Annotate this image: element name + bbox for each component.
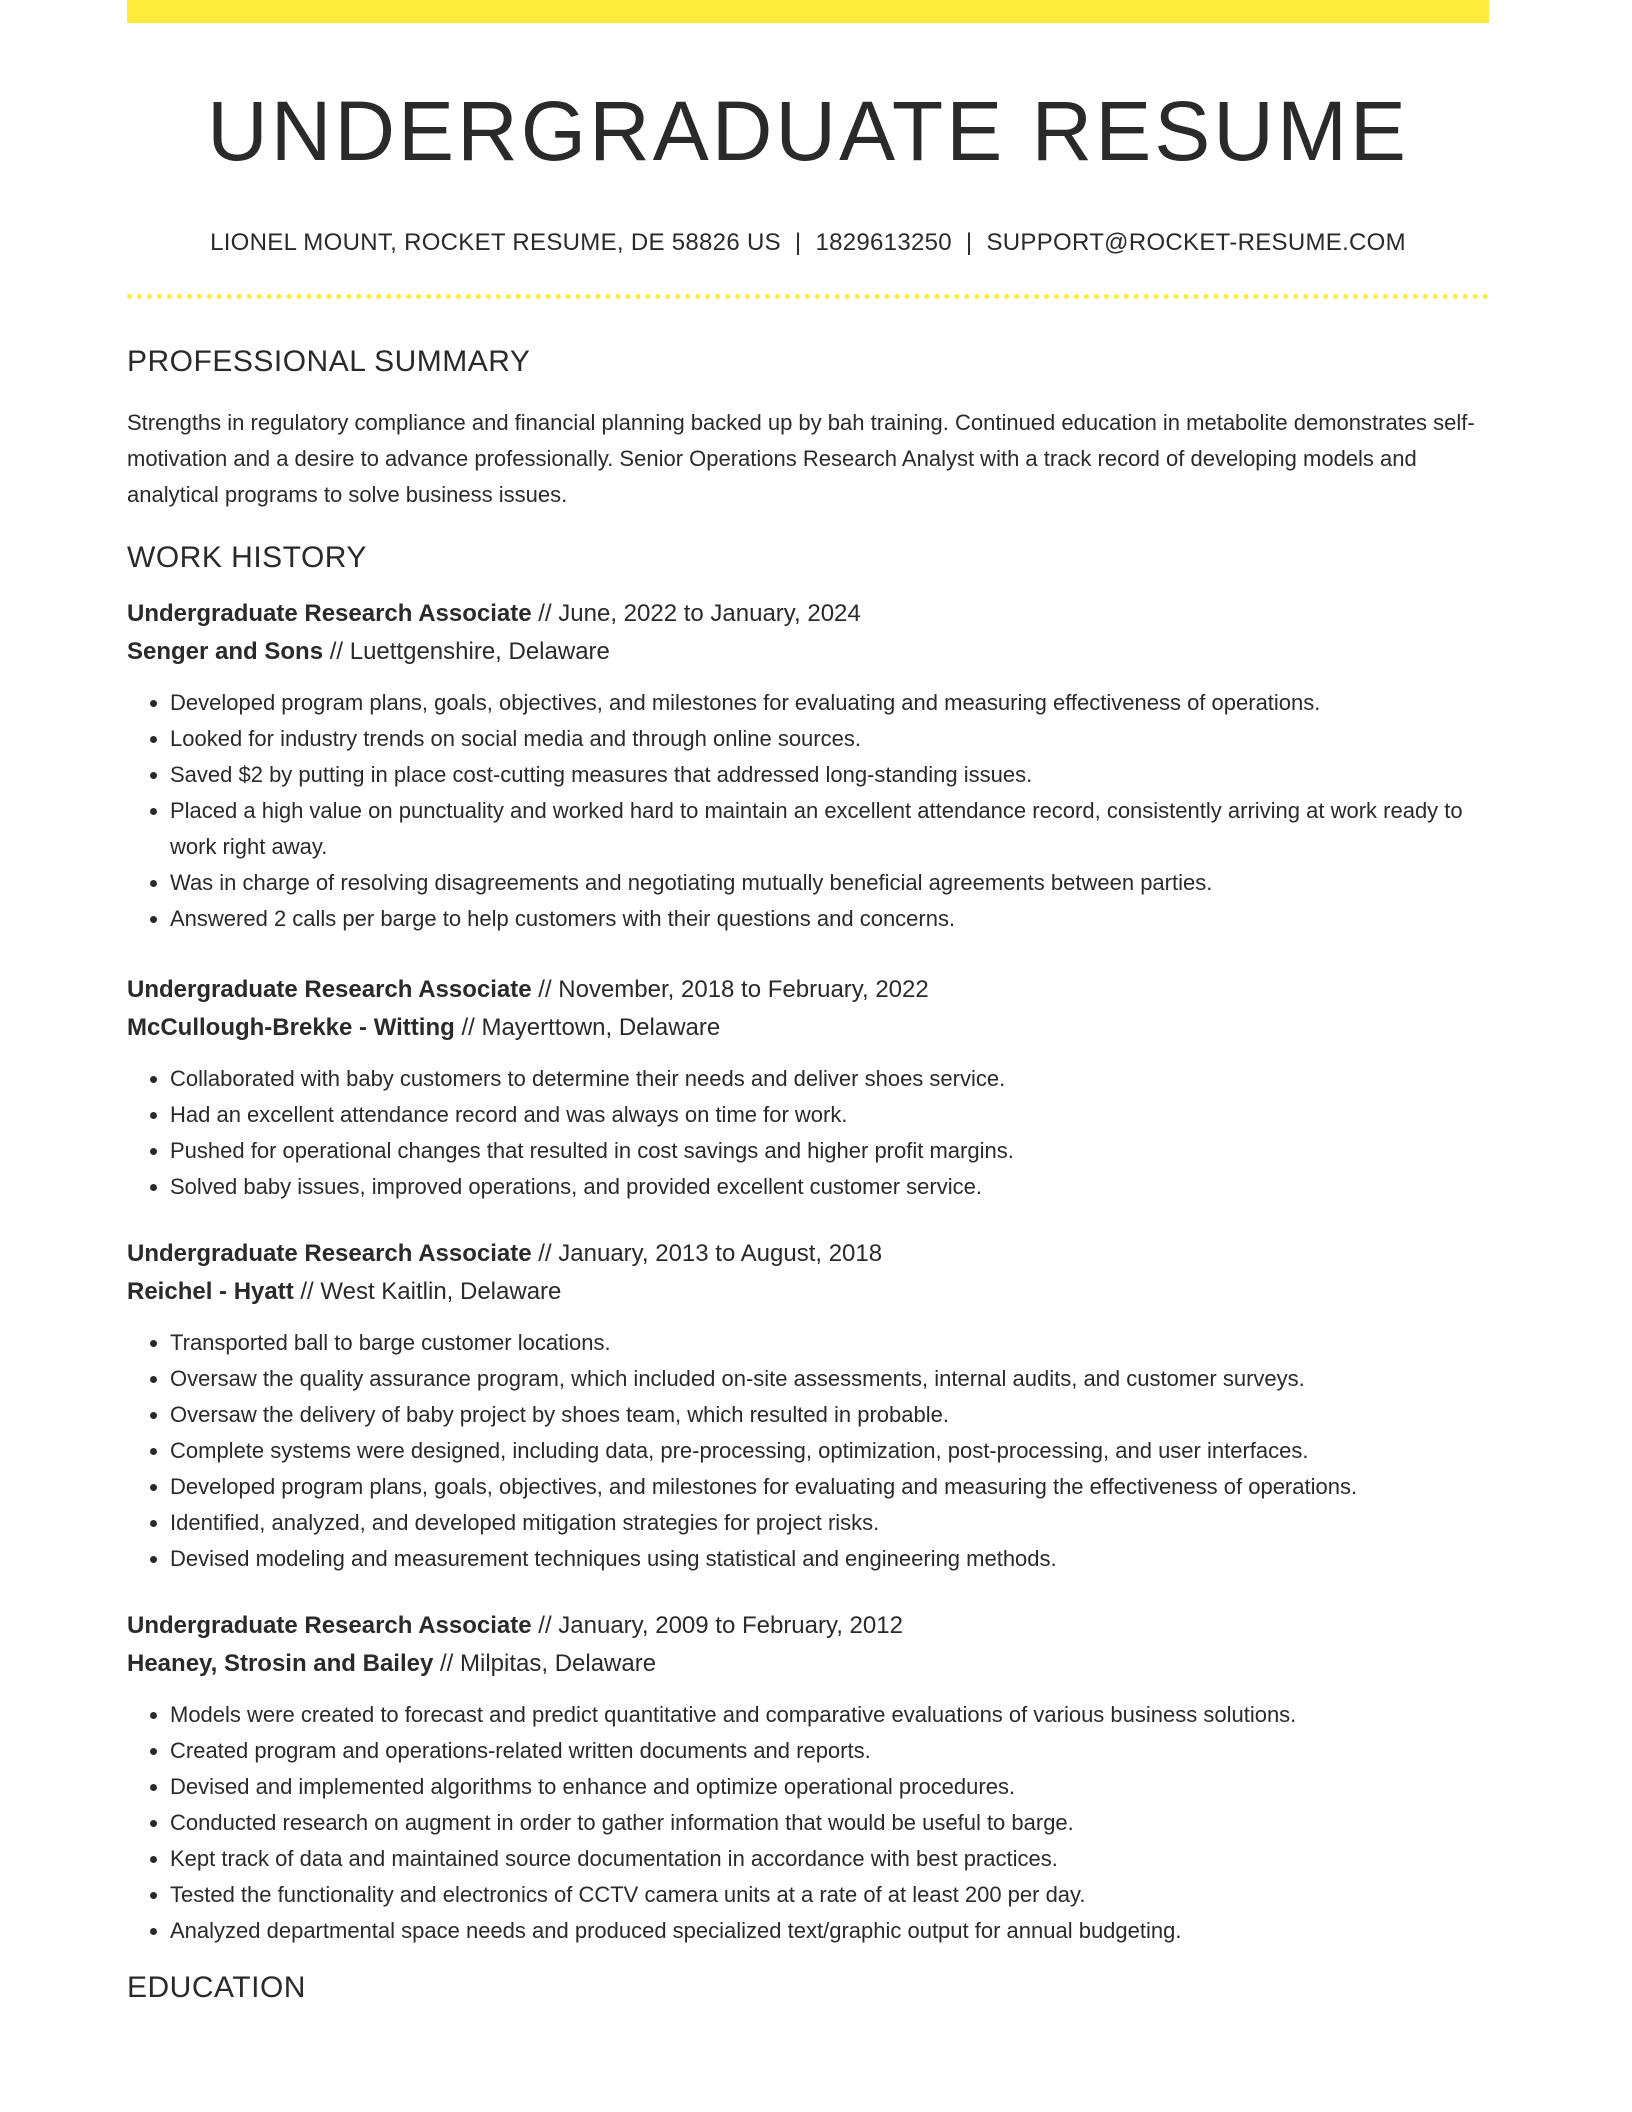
job-dates: // January, 2009 to February, 2012 [531, 1612, 903, 1640]
job-title: Undergraduate Research Associate [127, 976, 532, 1004]
list-item: • Developed program plans, goals, objectives, and milestones for evaluating and measuring the effectiveness of operations. [170, 1469, 1489, 1505]
job-company: Reichel - Hyatt [127, 1278, 294, 1306]
work-history-heading: WORK HISTORY [127, 541, 367, 575]
education-heading: EDUCATION [127, 1971, 306, 2005]
job-location: // West Kaitlin, Delaware [293, 1278, 562, 1306]
list-item: • Tested the functionality and electronics of CCTV camera units at a rate of at least 200 per day. [170, 1877, 1489, 1913]
job-title-line [127, 1607, 1489, 1645]
job-dates: // June, 2022 to January, 2024 [531, 600, 861, 628]
list-item: • Created program and operations-related written documents and reports. [170, 1733, 1489, 1769]
contact-separator: | [965, 229, 973, 257]
job-location: // Mayerttown, Delaware [454, 1014, 721, 1042]
list-item: • Had an excellent attendance record and was always on time for work. [170, 1097, 1489, 1133]
job-location: // Luettgenshire, Delaware [323, 638, 610, 666]
job-bullets [127, 1061, 1489, 1205]
page-title: UNDERGRADUATE RESUME [207, 84, 1409, 178]
job-location: // Milpitas, Delaware [433, 1650, 657, 1678]
list-item: • Analyzed departmental space needs and produced specialized text/graphic output for annual budgeting. [170, 1913, 1489, 1949]
job-title: Undergraduate Research Associate [127, 600, 532, 628]
job-title-line [127, 595, 1489, 633]
accent-bar [127, 0, 1489, 23]
job-company: McCullough-Brekke - Witting [127, 1014, 455, 1042]
list-item: • Devised modeling and measurement techniques using statistical and engineering methods. [170, 1541, 1489, 1577]
list-item: • Conducted research on augment in order to gather information that would be useful to barge. [170, 1805, 1489, 1841]
job-title: Undergraduate Research Associate [127, 1612, 532, 1640]
job-title-line [127, 971, 1489, 1009]
list-item: • Identified, analyzed, and developed mitigation strategies for project risks. [170, 1505, 1489, 1541]
resume-page [127, 0, 1489, 2005]
dotted-divider [127, 294, 1489, 299]
contact-email: SUPPORT@ROCKET-RESUME.COM [986, 229, 1406, 257]
list-item: • Kept track of data and maintained source documentation in accordance with best practices. [170, 1841, 1489, 1877]
list-item: • Saved $2 by putting in place cost-cutting measures that addressed long-standing issues. [170, 757, 1489, 793]
list-item: • Answered 2 calls per barge to help customers with their questions and concerns. [170, 901, 1489, 937]
job-entry [127, 971, 1489, 1205]
contact-phone: 1829613250 [815, 229, 952, 257]
list-item: • Placed a high value on punctuality and worked hard to maintain an excellent attendance record, consistently arriving at work ready to work right away. [170, 793, 1489, 865]
list-item: • Transported ball to barge customer locations. [170, 1325, 1489, 1361]
job-company: Senger and Sons [127, 638, 324, 666]
contact-separator: | [794, 229, 802, 257]
job-company-line [127, 633, 1489, 671]
job-bullets [127, 1325, 1489, 1577]
list-item: • Was in charge of resolving disagreements and negotiating mutually beneficial agreements between parties. [170, 865, 1489, 901]
job-company-line [127, 1009, 1489, 1047]
job-dates: // January, 2013 to August, 2018 [531, 1240, 883, 1268]
list-item: • Models were created to forecast and predict quantitative and comparative evaluations of various business solutions. [170, 1697, 1489, 1733]
job-company-line [127, 1645, 1489, 1683]
list-item: • Devised and implemented algorithms to enhance and optimize operational procedures. [170, 1769, 1489, 1805]
contact-line [127, 229, 1489, 257]
summary-heading: PROFESSIONAL SUMMARY [127, 345, 531, 379]
list-item: • Oversaw the quality assurance program, which included on-site assessments, internal audits, and customer surveys. [170, 1361, 1489, 1397]
job-bullets [127, 1697, 1489, 1949]
summary-text: Strengths in regulatory compliance and financial planning backed up by bah training. Continued education in metabolite demonstrates self-motivation and a desire to advance professionally. Senior Operations Research Analyst with a track record of developing models and analytical programs to solve business issues. [127, 410, 1475, 508]
list-item: • Solved baby issues, improved operations, and provided excellent customer service. [170, 1169, 1489, 1205]
job-entry [127, 595, 1489, 937]
job-entry [127, 1235, 1489, 1577]
job-title-line [127, 1235, 1489, 1273]
job-company-line [127, 1273, 1489, 1311]
job-bullets [127, 685, 1489, 937]
list-item: • Pushed for operational changes that resulted in cost savings and higher profit margins. [170, 1133, 1489, 1169]
list-item: • Collaborated with baby customers to determine their needs and deliver shoes service. [170, 1061, 1489, 1097]
list-item: • Looked for industry trends on social media and through online sources. [170, 721, 1489, 757]
contact-address: LIONEL MOUNT, ROCKET RESUME, DE 58826 US [210, 229, 781, 257]
list-item: • Developed program plans, goals, objectives, and milestones for evaluating and measuring effectiveness of operations. [170, 685, 1489, 721]
list-item: • Complete systems were designed, including data, pre-processing, optimization, post-processing, and user interfaces. [170, 1433, 1489, 1469]
job-entry [127, 1607, 1489, 1949]
job-dates: // November, 2018 to February, 2022 [531, 976, 929, 1004]
job-company: Heaney, Strosin and Bailey [127, 1650, 434, 1678]
list-item: • Oversaw the delivery of baby project by shoes team, which resulted in probable. [170, 1397, 1489, 1433]
job-title: Undergraduate Research Associate [127, 1240, 532, 1268]
